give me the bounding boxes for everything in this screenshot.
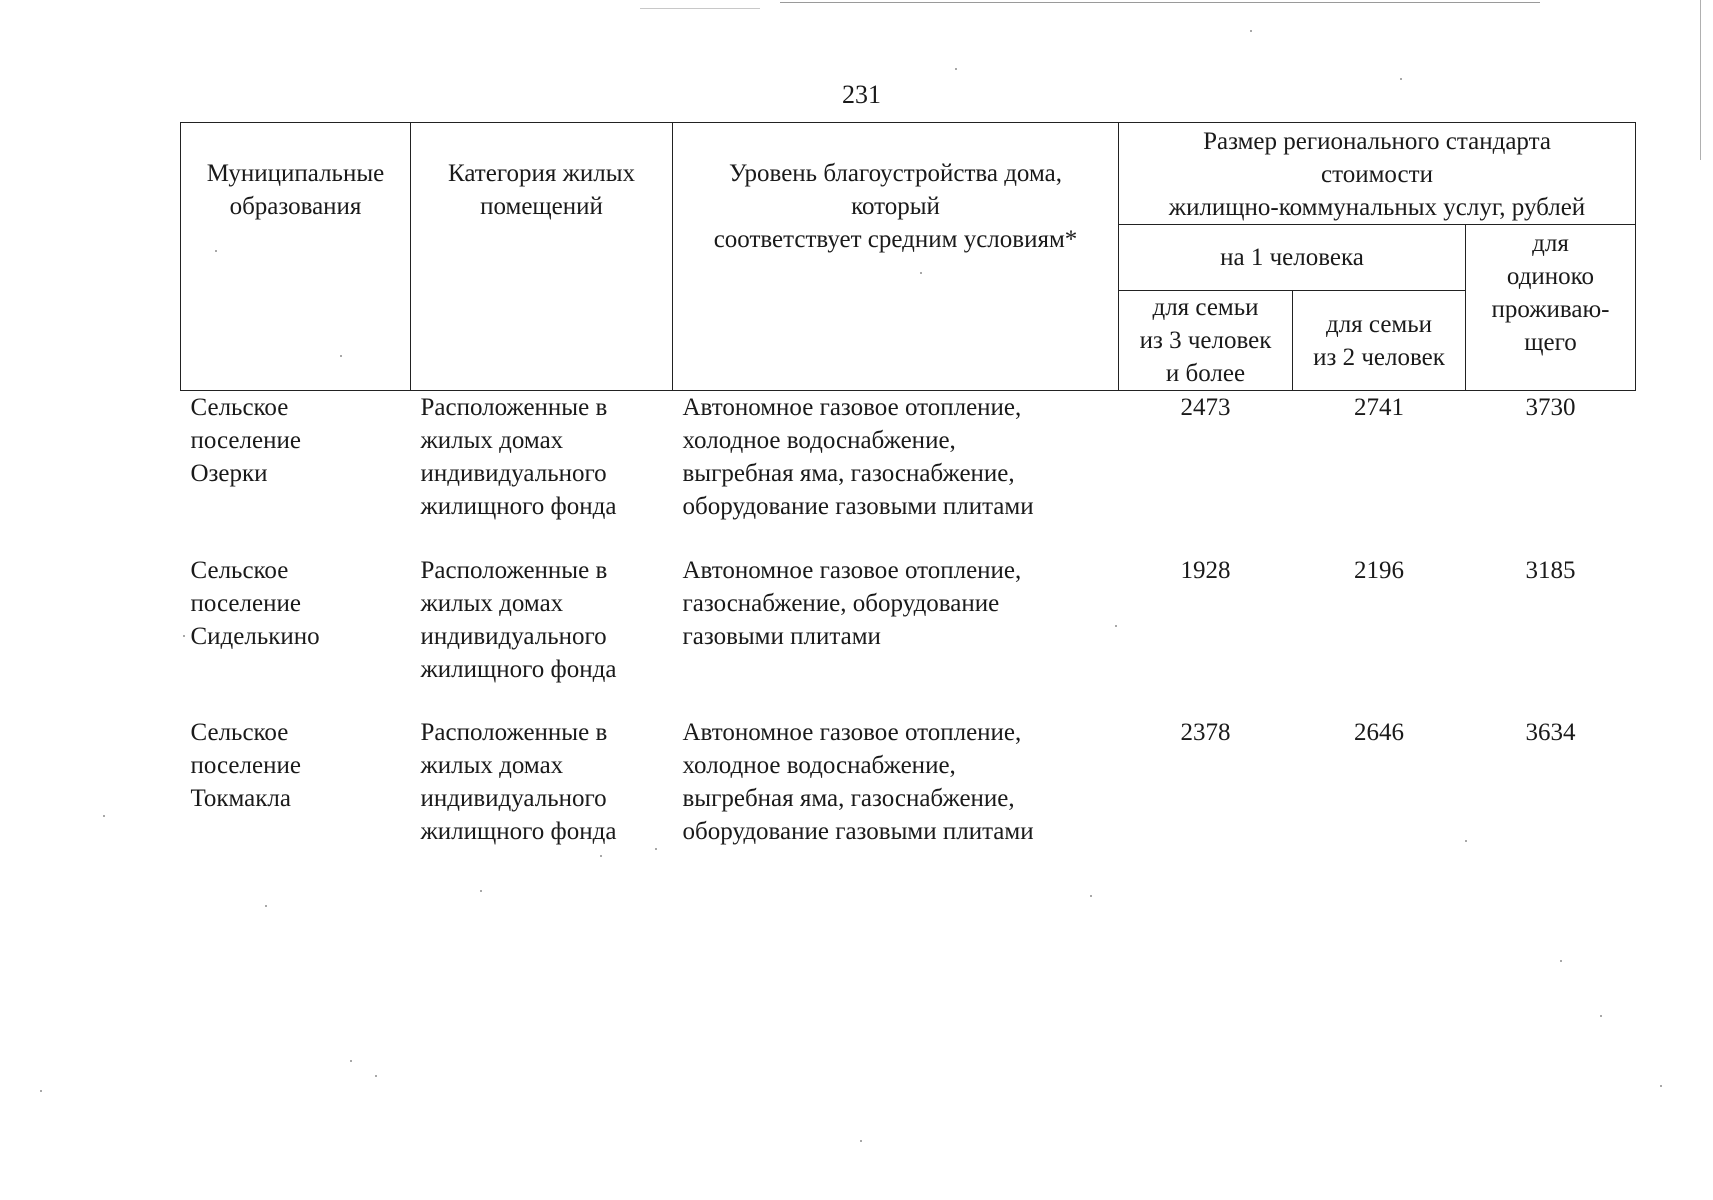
scan-line bbox=[780, 2, 1540, 3]
header-category: Категория жилых помещений bbox=[411, 123, 673, 391]
cell-comfort: Автономное газовое отопление, холодное водоснабжение, выгребная яма, газоснабжение, оборудование газовыми плитами bbox=[682, 718, 1034, 845]
cell-comfort: Автономное газовое отопление, холодное водоснабжение, выгребная яма, газоснабжение, оборудование газовыми плитами bbox=[682, 394, 1034, 520]
cell-family-2: 2646 bbox=[1354, 718, 1404, 746]
header-per-person: на 1 человека bbox=[1119, 225, 1466, 291]
cell-family-3: 2473 bbox=[1180, 394, 1231, 421]
table-row bbox=[181, 554, 1636, 716]
scan-line bbox=[640, 8, 760, 9]
cell-municipality: Сельское поселение Токмакла bbox=[190, 718, 301, 812]
cell-family-2: 2196 bbox=[1354, 556, 1404, 584]
cell-single: 3730 bbox=[1525, 394, 1576, 421]
cell-single: 3634 bbox=[1525, 718, 1576, 746]
cell-family-2: 2741 bbox=[1354, 394, 1404, 421]
table-row bbox=[181, 391, 1636, 554]
cell-category: Расположенные в жилых домах индивидуального жилищного фонда bbox=[420, 556, 617, 683]
cell-comfort: Автономное газовое отопление, газоснабжение, оборудование газовыми плитами bbox=[682, 556, 1022, 650]
tariff-table bbox=[180, 122, 1636, 856]
header-family-2: для семьи из 2 человек bbox=[1293, 291, 1466, 391]
cell-family-3: 1928 bbox=[1180, 556, 1231, 584]
table-row bbox=[181, 716, 1636, 856]
cell-municipality: Сельское поселение Сиделькино bbox=[190, 556, 320, 650]
header-family-3: для семьи из 3 человек и более bbox=[1119, 291, 1293, 391]
cell-single: 3185 bbox=[1525, 556, 1576, 584]
header-municipality: Муниципальные образования bbox=[181, 123, 411, 391]
cell-category: Расположенные в жилых домах индивидуального жилищного фонда bbox=[420, 718, 617, 845]
cell-municipality: Сельское поселение Озерки bbox=[190, 394, 301, 487]
header-comfort-level: Уровень благоустройства дома, который соответствует средним условиям* bbox=[673, 123, 1119, 391]
header-standard-size: Размер регионального стандарта стоимости жилищно-коммунальных услуг, рублей bbox=[1119, 123, 1636, 225]
cell-category: Расположенные в жилых домах индивидуального жилищного фонда bbox=[420, 394, 617, 520]
page-number: 231 bbox=[842, 80, 881, 109]
cell-family-3: 2378 bbox=[1180, 718, 1231, 746]
header-single: для одиноко проживаю- щего bbox=[1466, 225, 1636, 391]
